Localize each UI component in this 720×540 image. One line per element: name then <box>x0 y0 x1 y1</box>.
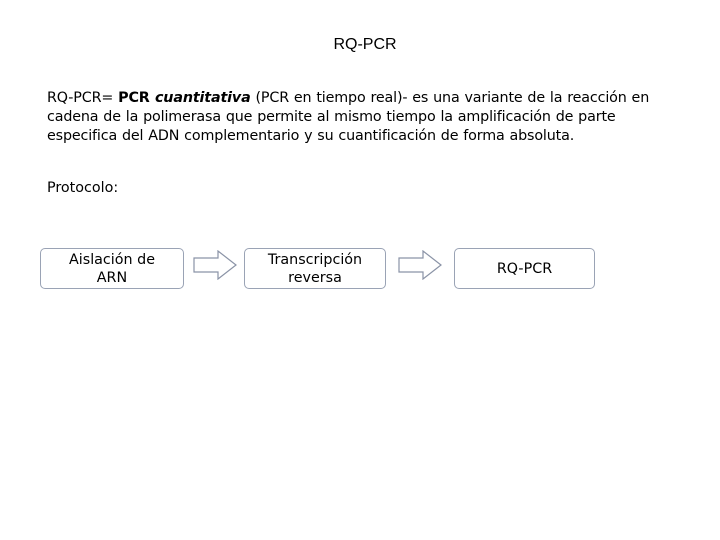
flow-step-label-line1: Transcripción <box>267 251 363 268</box>
page-title: RQ-PCR <box>333 36 397 53</box>
definition-prefix: RQ-PCR= <box>47 90 119 106</box>
flow-arrow-icon <box>193 250 237 280</box>
flow-step-label-line1: Aislación de <box>69 251 155 268</box>
flow-step-reverse-transcription <box>244 248 386 289</box>
flow-step-label-line2: ARN <box>96 269 128 286</box>
flow-step-label-line2: reversa <box>288 269 342 286</box>
flow-step-rq-pcr <box>454 248 595 289</box>
flow-step-rna-isolation <box>40 248 184 289</box>
definition-term: PCR <box>118 90 155 106</box>
definition-body: (PCR en tiempo real)- es una variante de la reacción en cadena de la polimerasa que permite al mismo tiempo la amplificación de parte especifica del ADN complementario y su cuantificación de forma absoluta. <box>47 90 650 144</box>
definition-paragraph <box>47 89 687 146</box>
flow-step-label-line1: RQ-PCR <box>496 260 553 277</box>
protocol-label: Protocolo: <box>47 180 119 196</box>
flow-arrow-icon <box>398 250 442 280</box>
definition-term-emphasis: cuantitativa <box>154 90 251 106</box>
